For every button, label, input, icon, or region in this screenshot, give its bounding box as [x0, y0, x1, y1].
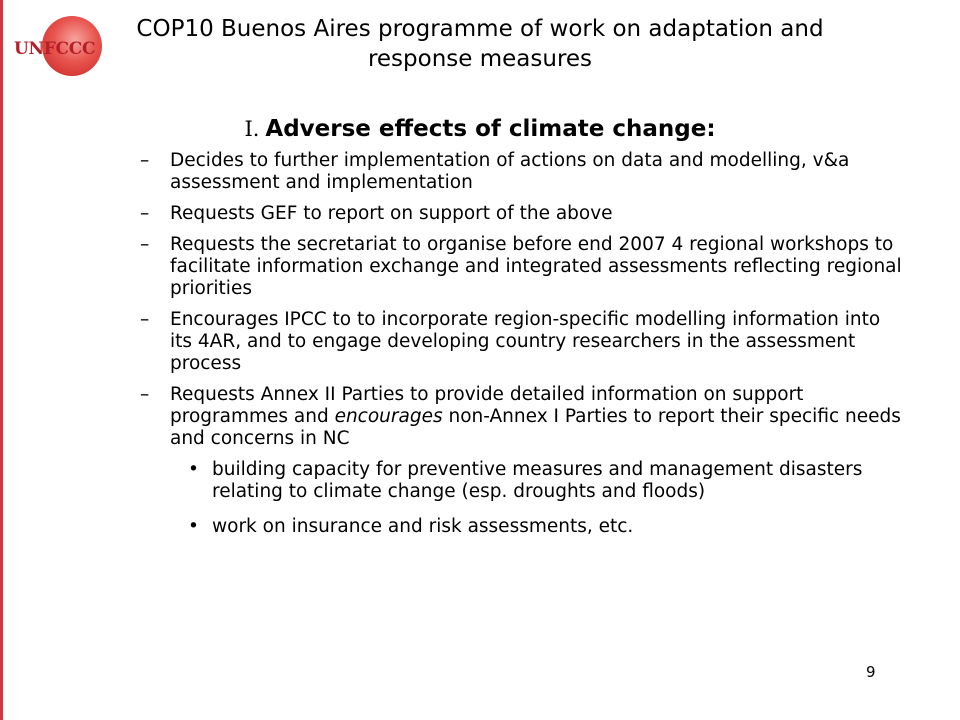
- list-item-text: [170, 384, 901, 449]
- page-number: 9: [866, 663, 876, 681]
- list-item: [128, 384, 908, 450]
- list-item: [128, 150, 908, 194]
- list-item-text-part: non-Annex I Parties to report their specific needs and concerns in NC: [170, 406, 901, 449]
- logo-text: UNFCCC: [14, 39, 96, 59]
- bullet-marker: •: [188, 516, 199, 537]
- item-list: [128, 150, 908, 551]
- emphasis-text: encourages: [334, 406, 443, 427]
- list-item: [128, 203, 908, 225]
- dash-marker: –: [140, 384, 150, 405]
- list-item-text-part: Requests Annex II Parties to provide detailed information on support programmes and: [170, 384, 804, 427]
- slide-title: COP10 Buenos Aires programme of work on adaptation and response measures: [136, 16, 824, 72]
- sub-bullet-list: [186, 459, 896, 538]
- list-item: [128, 309, 908, 375]
- section-number: I.: [244, 117, 260, 141]
- dash-marker: –: [140, 309, 150, 330]
- list-item-text: Encourages IPCC to to incorporate region-specific modelling information into its 4AR, and to engage developing country researchers in the assessment process: [170, 309, 881, 374]
- sub-bullet-text: building capacity for preventive measures and management disasters relating to climate change (esp. droughts and floods): [212, 459, 863, 502]
- list-item-text: Requests GEF to report on support of the above: [170, 203, 613, 224]
- sub-bullet-text: work on insurance and risk assessments, etc.: [212, 516, 634, 537]
- bullet-marker: •: [188, 459, 199, 480]
- sub-bullet-item: [186, 459, 896, 503]
- left-border-rule: [0, 0, 3, 720]
- dash-marker: –: [140, 150, 150, 171]
- dash-marker: –: [140, 234, 150, 255]
- section-heading: [0, 116, 960, 142]
- sub-bullet-item: [186, 516, 896, 538]
- section-heading-text: Adverse effects of climate change:: [265, 116, 716, 142]
- list-item: [128, 234, 908, 300]
- list-item-text: Decides to further implementation of actions on data and modelling, v&a assessment and implementation: [170, 150, 850, 193]
- unfccc-logo: [8, 8, 118, 88]
- list-item-text: Requests the secretariat to organise before end 2007 4 regional workshops to facilitate information exchange and integrated assessments reflecting regional priorities: [170, 234, 902, 299]
- dash-marker: –: [140, 203, 150, 224]
